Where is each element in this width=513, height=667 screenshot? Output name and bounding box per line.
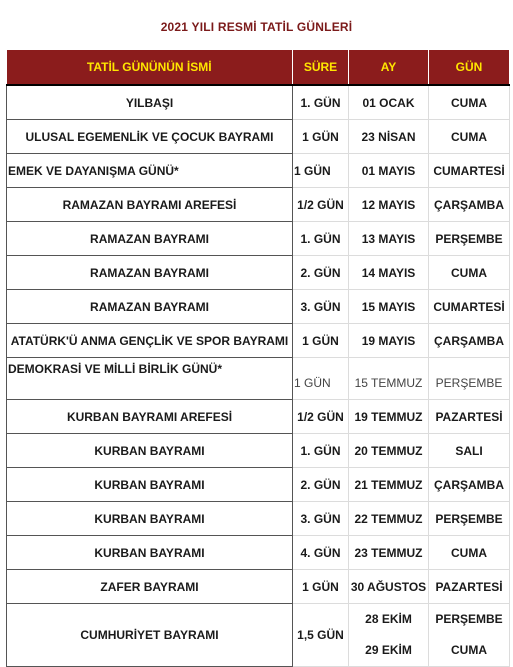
holiday-name: KURBAN BAYRAMI [7, 468, 293, 502]
holiday-month: 14 MAYIS [349, 256, 429, 290]
holiday-name: RAMAZAN BAYRAMI AREFESİ [7, 188, 293, 222]
holiday-day: PAZARTESİ [429, 400, 510, 434]
table-row [7, 570, 510, 604]
holiday-month-cell [349, 604, 429, 667]
holiday-month: 19 TEMMUZ [349, 400, 429, 434]
table-row [7, 290, 510, 324]
holiday-month: 23 NİSAN [349, 120, 429, 154]
table-row [7, 120, 510, 154]
holiday-month: 30 AĞUSTOS [349, 570, 429, 604]
holiday-month: 12 MAYIS [349, 188, 429, 222]
holiday-name: YILBAŞI [7, 85, 293, 120]
holiday-table [6, 50, 510, 667]
table-row [7, 85, 510, 120]
holiday-duration: 1. GÜN [293, 222, 349, 256]
holiday-name: RAMAZAN BAYRAMI [7, 290, 293, 324]
holiday-day: CUMA [451, 643, 487, 657]
header-month: AY [349, 50, 429, 85]
holiday-month: 19 MAYIS [349, 324, 429, 358]
holiday-name: EMEK VE DAYANIŞMA GÜNÜ* [7, 154, 293, 188]
holiday-duration: 2. GÜN [293, 468, 349, 502]
holiday-name: CUMHURİYET BAYRAMI [7, 604, 293, 667]
page-title: 2021 YILI RESMİ TATİL GÜNLERİ [160, 20, 353, 34]
table-row [7, 502, 510, 536]
holiday-duration: 4. GÜN [293, 536, 349, 570]
table-row [7, 400, 510, 434]
holiday-duration: 1/2 GÜN [293, 400, 349, 434]
holiday-name: RAMAZAN BAYRAMI [7, 256, 293, 290]
holiday-month: 01 MAYIS [349, 154, 429, 188]
holiday-day: PERŞEMBE [429, 222, 510, 256]
holiday-day: PAZARTESİ [429, 570, 510, 604]
holiday-duration: 1 GÜN [293, 324, 349, 358]
holiday-day: CUMARTESİ [429, 154, 510, 188]
holiday-duration: 1 GÜN [293, 358, 349, 400]
holiday-name: KURBAN BAYRAMI [7, 502, 293, 536]
holiday-day: CUMARTESİ [429, 290, 510, 324]
table-header-row [7, 50, 510, 85]
holiday-month: 15 MAYIS [349, 290, 429, 324]
holiday-month: 21 TEMMUZ [349, 468, 429, 502]
holiday-month: 28 EKİM [365, 612, 412, 626]
holiday-day: PERŞEMBE [435, 612, 503, 626]
holiday-month: 01 OCAK [349, 85, 429, 120]
holiday-name: ZAFER BAYRAMI [7, 570, 293, 604]
holiday-duration: 1 GÜN [293, 154, 349, 188]
holiday-day-cell [429, 604, 510, 667]
holiday-day: ÇARŞAMBA [429, 468, 510, 502]
holiday-name: KURBAN BAYRAMI [7, 434, 293, 468]
holiday-duration: 1 GÜN [293, 570, 349, 604]
holiday-day: CUMA [429, 256, 510, 290]
table-row [7, 536, 510, 570]
holiday-name: KURBAN BAYRAMI AREFESİ [7, 400, 293, 434]
holiday-month: 15 TEMMUZ [349, 358, 429, 400]
holiday-day: ÇARŞAMBA [429, 324, 510, 358]
holiday-name: ULUSAL EGEMENLİK VE ÇOCUK BAYRAMI [7, 120, 293, 154]
table-row [7, 434, 510, 468]
holiday-day: CUMA [429, 85, 510, 120]
holiday-name: DEMOKRASİ VE MİLLİ BİRLİK GÜNÜ* [7, 358, 293, 400]
holiday-duration: 3. GÜN [293, 502, 349, 536]
holiday-name: ATATÜRK'Ü ANMA GENÇLİK VE SPOR BAYRAMI [7, 324, 293, 358]
holiday-name: RAMAZAN BAYRAMI [7, 222, 293, 256]
holiday-name: KURBAN BAYRAMI [7, 536, 293, 570]
header-day: GÜN [429, 50, 510, 85]
holiday-month: 22 TEMMUZ [349, 502, 429, 536]
table-row [7, 468, 510, 502]
holiday-day: CUMA [429, 536, 510, 570]
table-row [7, 604, 510, 667]
table-row [7, 324, 510, 358]
table-row [7, 222, 510, 256]
header-holiday-name: TATİL GÜNÜNÜN İSMİ [7, 50, 293, 85]
holiday-day: ÇARŞAMBA [429, 188, 510, 222]
table-row [7, 358, 510, 400]
holiday-duration: 1/2 GÜN [293, 188, 349, 222]
holiday-month: 13 MAYIS [349, 222, 429, 256]
holiday-month: 23 TEMMUZ [349, 536, 429, 570]
holiday-day: PERŞEMBE [429, 358, 510, 400]
holiday-month: 20 TEMMUZ [349, 434, 429, 468]
holiday-day: CUMA [429, 120, 510, 154]
holiday-day: SALI [429, 434, 510, 468]
holiday-month: 29 EKİM [365, 643, 412, 657]
holiday-duration: 1,5 GÜN [293, 604, 349, 667]
holiday-duration: 3. GÜN [293, 290, 349, 324]
holiday-duration: 1. GÜN [293, 434, 349, 468]
table-row [7, 188, 510, 222]
holiday-day: PERŞEMBE [429, 502, 510, 536]
holiday-duration: 2. GÜN [293, 256, 349, 290]
table-row [7, 256, 510, 290]
holiday-duration: 1 GÜN [293, 120, 349, 154]
table-row [7, 154, 510, 188]
header-duration: SÜRE [293, 50, 349, 85]
holiday-duration: 1. GÜN [293, 85, 349, 120]
